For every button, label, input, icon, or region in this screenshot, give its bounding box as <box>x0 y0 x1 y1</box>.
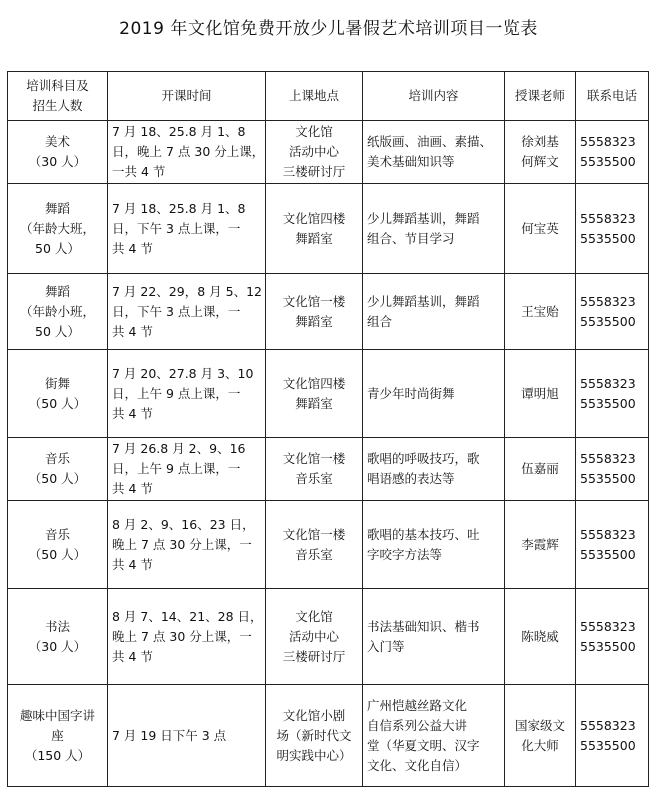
phone-cell-line: 5558323 <box>580 210 636 226</box>
content-cell <box>363 184 505 274</box>
phone-cell-line: 5535500 <box>580 154 636 169</box>
phone-cell <box>576 685 649 787</box>
content-cell <box>363 685 505 787</box>
phone-cell-line: 5535500 <box>580 546 636 562</box>
place-cell-line: 活动中心 <box>288 628 339 644</box>
subject-cell <box>8 501 108 589</box>
time-cell <box>108 274 266 350</box>
header-content: 培训内容 <box>363 72 505 121</box>
time-cell-line: 7 月 18、25.8 月 1、8 <box>112 124 246 139</box>
place-cell-line: 舞蹈室 <box>295 230 333 246</box>
table-body <box>8 121 649 787</box>
subject-cell <box>8 274 108 350</box>
content-cell-line: 少儿舞蹈基训，舞蹈 <box>367 293 480 309</box>
phone-cell <box>576 274 649 350</box>
time-cell-line: 7 月 20、27.8 月 3、10 <box>112 365 254 381</box>
phone-cell-line: 5558323 <box>580 451 636 466</box>
time-cell-line: 8 月 2、9、16、23 日， <box>112 516 255 532</box>
subject-cell-line: 50 人） <box>35 240 80 256</box>
time-cell-line: 7 月 22、29，8 月 5、12 <box>112 283 262 299</box>
time-cell <box>108 184 266 274</box>
teacher-cell <box>505 274 576 350</box>
header-time: 开课时间 <box>108 72 266 121</box>
table-row <box>8 501 649 589</box>
teacher-cell <box>505 685 576 787</box>
table-row <box>8 121 649 184</box>
time-cell <box>108 685 266 787</box>
time-cell-line: 晚上 7 点 30 分上课，一 <box>112 536 252 552</box>
content-cell-line: 少儿舞蹈基训，舞蹈 <box>367 210 480 226</box>
content-cell-line: 广州恺越丝路文化 <box>367 697 468 713</box>
teacher-cell-line: 国家级文 <box>514 717 565 733</box>
content-cell <box>363 501 505 589</box>
subject-cell-line: （30 人） <box>28 154 87 169</box>
content-cell-line: 入门等 <box>367 638 405 654</box>
content-cell <box>363 274 505 350</box>
table-row <box>8 350 649 438</box>
phone-cell <box>576 121 649 184</box>
phone-cell-line: 5558323 <box>580 526 636 542</box>
place-cell-line: 舞蹈室 <box>295 313 333 329</box>
subject-cell-line: 音乐 <box>44 451 70 466</box>
content-cell-line: 堂（华夏文明、汉字 <box>367 737 480 753</box>
teacher-cell-line: 伍嘉丽 <box>521 461 559 476</box>
time-cell-line: 7 月 19 日下午 3 点 <box>112 727 227 743</box>
place-cell <box>266 438 363 501</box>
place-cell <box>266 589 363 685</box>
content-cell-line: 美术基础知识等 <box>367 154 455 169</box>
time-cell <box>108 589 266 685</box>
time-cell-line: 共 4 节 <box>112 323 153 339</box>
time-cell <box>108 121 266 184</box>
place-cell <box>266 501 363 589</box>
place-cell-line: 文化馆一楼 <box>282 293 346 309</box>
teacher-cell <box>505 350 576 438</box>
phone-cell-line: 5535500 <box>580 737 636 753</box>
table-row <box>8 685 649 787</box>
header-teacher: 授课老师 <box>505 72 576 121</box>
place-cell-line: 舞蹈室 <box>295 395 333 411</box>
place-cell-line: 文化馆小剧 <box>282 707 346 723</box>
subject-cell-line: 书法 <box>44 618 70 634</box>
phone-cell <box>576 350 649 438</box>
place-cell-line: 文化馆四楼 <box>282 375 346 391</box>
subject-cell-line: （50 人） <box>28 395 87 411</box>
place-cell-line: 明实践中心） <box>276 747 352 763</box>
time-cell-line: 日，晚上 7 点 30 分上课， <box>112 144 265 159</box>
content-cell-line: 字咬字方法等 <box>367 546 443 562</box>
phone-cell <box>576 438 649 501</box>
subject-cell <box>8 685 108 787</box>
phone-cell <box>576 589 649 685</box>
time-cell <box>108 501 266 589</box>
content-cell-line: 文化、文化自信） <box>367 757 468 773</box>
table-header-row <box>8 72 649 121</box>
place-cell <box>266 274 363 350</box>
phone-cell-line: 5558323 <box>580 717 636 733</box>
teacher-cell <box>505 184 576 274</box>
header-phone: 联系电话 <box>576 72 649 121</box>
phone-cell-line: 5558323 <box>580 134 636 149</box>
place-cell-line: 场（新时代文 <box>276 727 352 743</box>
content-cell <box>363 589 505 685</box>
subject-cell-line: （30 人） <box>28 638 87 654</box>
time-cell-line: 共 4 节 <box>112 648 153 664</box>
teacher-cell <box>505 121 576 184</box>
subject-cell <box>8 184 108 274</box>
place-cell-line: 音乐室 <box>295 546 333 562</box>
phone-cell <box>576 501 649 589</box>
content-cell <box>363 350 505 438</box>
teacher-cell <box>505 589 576 685</box>
phone-cell-line: 5558323 <box>580 618 636 634</box>
table-row <box>8 274 649 350</box>
subject-cell-line: （50 人） <box>28 471 87 486</box>
time-cell-line: 共 4 节 <box>112 481 153 496</box>
time-cell-line: 日，上午 9 点上课，一 <box>112 385 241 401</box>
phone-cell-line: 5535500 <box>580 313 636 329</box>
time-cell-line: 晚上 7 点 30 分上课，一 <box>112 628 252 644</box>
teacher-cell-line: 李霞辉 <box>521 536 559 552</box>
content-cell-line: 自信系列公益大讲 <box>367 717 468 733</box>
time-cell <box>108 438 266 501</box>
time-cell-line: 日，下午 3 点上课，一 <box>112 303 241 319</box>
subject-cell-line: 趣味中国字讲 <box>19 707 95 723</box>
time-cell-line: 共 4 节 <box>112 556 153 572</box>
time-cell-line: 日，上午 9 点上课，一 <box>112 461 241 476</box>
subject-cell <box>8 438 108 501</box>
teacher-cell-line: 王宝贻 <box>521 303 559 319</box>
header-subject-line-2: 招生人数 <box>32 98 83 113</box>
subject-cell-line: 美术 <box>44 134 70 149</box>
place-cell-line: 三楼研讨厅 <box>282 164 346 179</box>
training-schedule-table <box>7 71 649 787</box>
subject-cell-line: 街舞 <box>44 375 70 391</box>
teacher-cell-line: 陈晓威 <box>521 628 559 644</box>
teacher-cell-line: 何辉文 <box>521 154 559 169</box>
subject-cell-line: （年龄大班， <box>19 220 95 236</box>
phone-cell-line: 5535500 <box>580 395 636 411</box>
place-cell-line: 音乐室 <box>295 471 333 486</box>
subject-cell-line: 音乐 <box>44 526 70 542</box>
teacher-cell-line: 谭明旭 <box>521 385 559 401</box>
place-cell-line: 文化馆 <box>295 124 333 139</box>
place-cell <box>266 121 363 184</box>
time-cell-line: 共 4 节 <box>112 405 153 421</box>
subject-cell <box>8 589 108 685</box>
time-cell-line: 日，下午 3 点上课，一 <box>112 220 241 236</box>
teacher-cell <box>505 501 576 589</box>
content-cell-line: 唱语感的表达等 <box>367 471 455 486</box>
subject-cell-line: （50 人） <box>28 546 87 562</box>
subject-cell-line: （150 人） <box>24 747 91 763</box>
phone-cell-line: 5535500 <box>580 230 636 246</box>
place-cell <box>266 350 363 438</box>
place-cell-line: 文化馆 <box>295 608 333 624</box>
content-cell-line: 组合、节目学习 <box>367 230 455 246</box>
subject-cell <box>8 350 108 438</box>
phone-cell <box>576 184 649 274</box>
content-cell-line: 歌唱的基本技巧、吐 <box>367 526 480 542</box>
subject-cell-line: （年龄小班， <box>19 303 95 319</box>
header-place: 上课地点 <box>266 72 363 121</box>
subject-cell-line: 舞蹈 <box>44 283 70 299</box>
time-cell-line: 8 月 7、14、21、28 日， <box>112 608 263 624</box>
header-subject <box>8 72 108 121</box>
place-cell <box>266 184 363 274</box>
time-cell <box>108 350 266 438</box>
content-cell <box>363 438 505 501</box>
header-subject-line-1: 培训科目及 <box>26 78 89 93</box>
content-cell-line: 歌唱的呼吸技巧，歌 <box>367 451 480 466</box>
place-cell-line: 三楼研讨厅 <box>282 648 346 664</box>
page-title: 2019 年文化馆免费开放少儿暑假艺术培训项目一览表 <box>119 19 538 40</box>
content-cell-line: 书法基础知识、楷书 <box>367 618 480 634</box>
subject-cell-line: 座 <box>51 727 64 743</box>
content-cell <box>363 121 505 184</box>
time-cell-line: 共 4 节 <box>112 240 153 256</box>
time-cell-line: 7 月 26.8 月 2、9、16 <box>112 441 246 456</box>
phone-cell-line: 5535500 <box>580 471 636 486</box>
content-cell-line: 纸版画、油画、素描、 <box>367 134 493 149</box>
phone-cell-line: 5535500 <box>580 638 636 654</box>
teacher-cell-line: 何宝英 <box>521 220 559 236</box>
subject-cell-line: 50 人） <box>35 323 80 339</box>
content-cell-line: 青少年时尚街舞 <box>367 385 455 401</box>
teacher-cell <box>505 438 576 501</box>
phone-cell-line: 5558323 <box>580 375 636 391</box>
place-cell-line: 文化馆四楼 <box>282 210 346 226</box>
subject-cell-line: 舞蹈 <box>44 200 70 216</box>
place-cell <box>266 685 363 787</box>
place-cell-line: 文化馆一楼 <box>282 526 346 542</box>
table-row <box>8 438 649 501</box>
teacher-cell-line: 徐刘基 <box>521 134 559 149</box>
place-cell-line: 文化馆一楼 <box>282 451 346 466</box>
subject-cell <box>8 121 108 184</box>
teacher-cell-line: 化大师 <box>521 737 559 753</box>
time-cell-line: 7 月 18、25.8 月 1、8 <box>112 200 246 216</box>
phone-cell-line: 5558323 <box>580 293 636 309</box>
place-cell-line: 活动中心 <box>288 144 339 159</box>
content-cell-line: 组合 <box>367 313 393 329</box>
table-row <box>8 184 649 274</box>
time-cell-line: 一共 4 节 <box>112 164 166 179</box>
table-row <box>8 589 649 685</box>
